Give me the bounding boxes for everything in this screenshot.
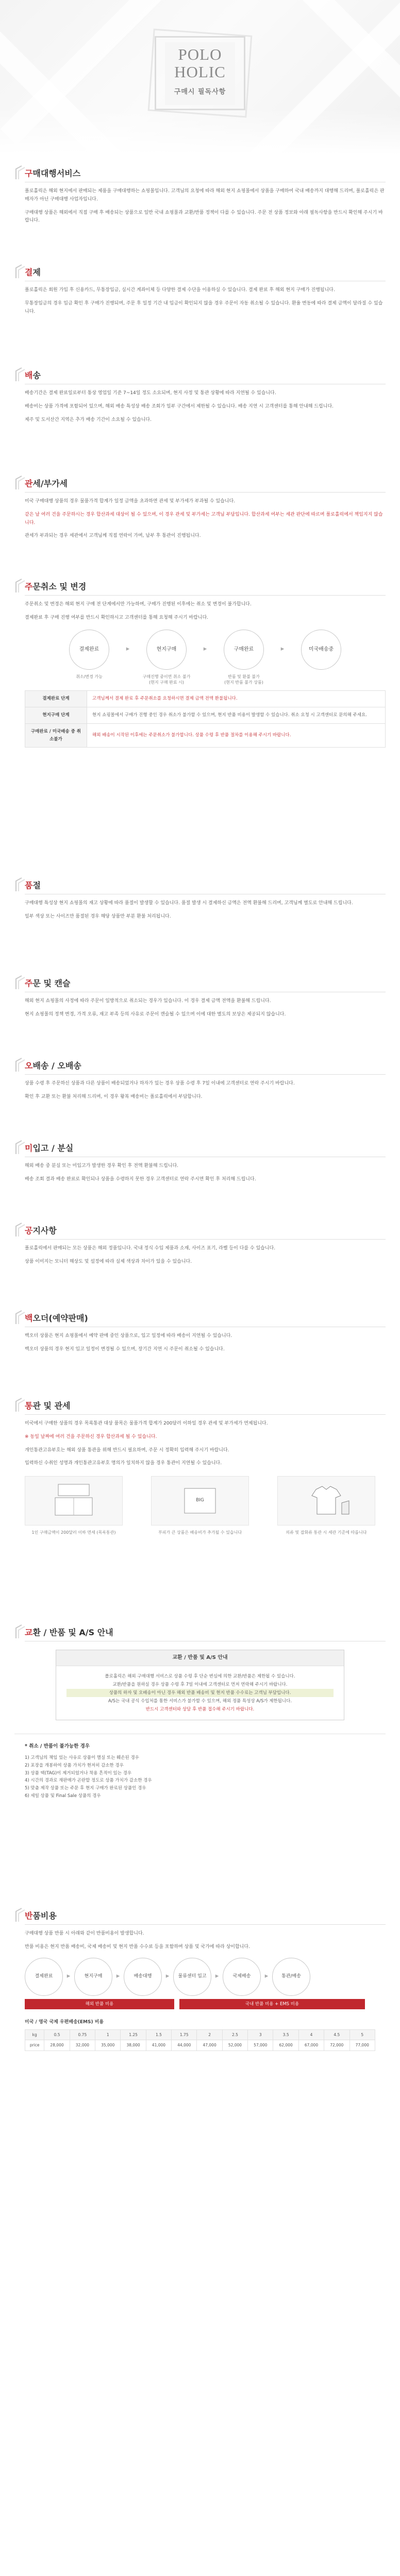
section-heading <box>14 1221 386 1242</box>
chevron-right-icon: ▸ <box>280 645 285 653</box>
flow-step-label: 국제배송 <box>223 1958 261 1996</box>
heading-key: 결 <box>25 267 33 277</box>
table-cell: 1.75 <box>172 2030 197 2040</box>
logo-line1: POLO <box>178 45 222 63</box>
flow-step-label: 현지구매 <box>146 630 187 670</box>
table-row <box>25 690 386 707</box>
illustration-caption: 부피가 큰 상품은 배송비가 추가될 수 있습니다 <box>158 1530 242 1535</box>
paragraph: 해외 배송 중 분실 또는 미입고가 발생한 경우 확인 후 전액 환불해 드립니다. <box>25 1163 179 1168</box>
paragraph: 반품 비용은 현지 반품 배송비, 국제 배송비 및 현지 반품 수수료 등을 포함하며 상품 및 국가에 따라 상이합니다. <box>25 1944 250 1950</box>
illustration <box>151 1476 249 1535</box>
table-row <box>25 707 386 723</box>
heading-text: 관 및 관세 <box>32 1401 71 1411</box>
flow-step-label: 통관/배송 <box>272 1958 310 1996</box>
paragraph: 상품 이미지는 모니터 해상도 및 설정에 따라 실제 색상과 차이가 있을 수 있습니다. <box>25 1259 192 1264</box>
table-cell: 72,000 <box>324 2040 349 2050</box>
cost-bar-domestic: 국내 반품 비용 + EMS 비용 <box>179 1999 365 2009</box>
heading-text: 절 <box>32 880 41 890</box>
box-title: 교환 / 반품 및 A/S 안내 <box>56 1650 344 1666</box>
paragraph: 결제완료 후 구매 진행 여부를 반드시 확인하시고 고객센터를 통해 요청해 주시기 바랍니다. <box>25 615 209 620</box>
paragraph: 미국에서 구매한 상품의 경우 목록통관 대상 품목은 물품가격 합계가 200달러 이하일 경우 관세 및 부가세가 면제됩니다. <box>25 1421 268 1426</box>
section-heading <box>14 474 386 495</box>
paragraph: 무통장입금의 경우 입금 확인 후 구매가 진행되며, 주문 후 일정 기간 내 입금이 확인되지 않을 경우 주문이 자동 취소될 수 있습니다. 환율 변동에 따라 결제 금액이 달라질 수 있습니다. <box>25 300 383 314</box>
table-cell: 0.75 <box>70 2030 95 2040</box>
heading-text: 매대행서비스 <box>32 168 81 178</box>
heading-text: 지사항 <box>32 1226 57 1235</box>
section-exchange <box>14 1623 386 1808</box>
heading-text: 배송 / 오배송 <box>32 1061 81 1071</box>
table-row <box>25 723 386 748</box>
customs-illustrations <box>14 1476 386 1535</box>
chevron-right-icon: ▸ <box>215 1972 219 1980</box>
paragraph: 구매대행 상품은 해외에서 직접 구매 후 배송되는 상품으로 일반 국내 쇼핑몰과 교환/반품 정책이 다를 수 있습니다. 주문 전 상품 정보와 아래 필독사항을 반드시 확인해 주시기 바랍니다. <box>25 210 383 224</box>
section-heading <box>14 577 386 598</box>
chevron-right-icon: ▸ <box>264 1972 269 1980</box>
table-cell: 4.5 <box>324 2030 349 2040</box>
paragraph: 백오더 상품은 현지 쇼핑몰에서 예약 판매 중인 상품으로, 입고 일정에 따라 배송이 지연될 수 있습니다. <box>25 1333 232 1338</box>
table-cell: 5 <box>349 2030 375 2040</box>
order-flow-diagram <box>25 630 386 685</box>
paragraph: 확인 후 교환 또는 환불 처리해 드리며, 이 경우 왕복 배송비는 폴로홀릭에서 부담합니다. <box>25 1094 203 1099</box>
section-heading <box>14 876 386 896</box>
table-cell: 현지 쇼핑몰에서 구매가 진행 중인 경우 취소가 불가할 수 있으며, 현지 반품 비용이 발생할 수 있습니다. 취소 요청 시 고객센터로 문의해 주세요. <box>87 707 386 723</box>
warning-text: 같은 날 여러 건을 주문하시는 경우 합산과세 대상이 될 수 있으며, 이 경우 관세 및 부가세는 고객님 부담입니다. 합산과세 여부는 세관 판단에 따르며 폴로홀릭에서 책임지지 않습니다. <box>25 512 383 526</box>
table-cell: 62,000 <box>273 2040 298 2050</box>
table-cell: 44,000 <box>172 2040 197 2050</box>
flow-step-label: 현지구매 <box>74 1958 112 1996</box>
page-title: 구매시 필독사항 <box>174 88 226 96</box>
chevron-right-icon: ▸ <box>66 1972 71 1980</box>
flow-step-caption: 취소/변경 가능 <box>76 674 103 679</box>
table-cell: 38,000 <box>121 2040 146 2050</box>
illustration-caption: 1인 구매금액이 200달러 이하 면세 (목록통관) <box>31 1530 116 1535</box>
list-item: 6) 세일 상품 및 Final Sale 상품의 경우 <box>25 1793 101 1799</box>
heading-key: 오 <box>25 1061 33 1071</box>
section-shipping <box>14 366 386 429</box>
paragraph: 배송 조회 결과 배송 완료로 확인되나 상품을 수령하지 못한 경우 고객센터로 연락 주시면 확인 후 처리해 드립니다. <box>25 1176 256 1182</box>
return-flow-diagram <box>14 1958 386 1996</box>
section-heading <box>14 1056 386 1077</box>
paragraph: 배송기간은 결제 완료일로부터 통상 영업일 기준 7~14일 정도 소요되며, 현지 사정 및 통관 상황에 따라 지연될 수 있습니다. <box>25 391 276 396</box>
paragraph: 일부 색상 또는 사이즈만 품절된 경우 해당 상품만 부분 환불 처리됩니다. <box>25 913 171 919</box>
flow-step-caption: 반품 및 환불 불가 (현지 반품 불가 상품) <box>224 674 263 685</box>
cost-bar-overseas: 해외 반품 비용 <box>25 1999 174 2009</box>
section-heading <box>14 263 386 283</box>
section-heading <box>14 1396 386 1417</box>
table-cell: 4 <box>298 2030 324 2040</box>
paragraph: 폴로홀릭은 회원 가입 후 신용카드, 무통장입금, 실시간 계좌이체 등 다양한 결제 수단을 이용하실 수 있습니다. 결제 완료 후 해외 현지 구매가 진행됩니다. <box>25 287 335 293</box>
section-notice <box>14 1221 386 1272</box>
section-heading <box>14 974 386 994</box>
table-row <box>25 2030 375 2040</box>
illustration-caption: 의류 및 잡화류 통관 시 세관 기준에 따릅니다 <box>286 1530 367 1535</box>
section-heading <box>14 1623 386 1643</box>
heading-key: 주 <box>25 978 33 988</box>
section-customs <box>14 1396 386 1535</box>
paragraph: 개인통관고유부호는 해외 상품 통관을 위해 반드시 필요하며, 주문 시 정확히 입력해 주시기 바랍니다. <box>25 1447 229 1453</box>
table-cell: 28,000 <box>44 2040 70 2050</box>
box-warning: 반드시 고객센터와 상담 후 반품 접수해 주시기 바랍니다. <box>145 1707 255 1713</box>
heading-key: 구 <box>25 168 33 178</box>
section-purchase <box>14 164 386 230</box>
table-cell: 0.5 <box>44 2030 70 2040</box>
section-order-cancel <box>14 974 386 1024</box>
heading-key: 미 <box>25 1143 33 1153</box>
table-cell: 현지구매 단계 <box>25 707 87 723</box>
table-cell: 2 <box>197 2030 222 2040</box>
exchange-info-box <box>56 1650 344 1720</box>
list-item: 5) 맞춤 제작 상품 또는 주문 후 현지 구매가 완료된 상품인 경우 <box>25 1786 146 1791</box>
table-cell: 52,000 <box>222 2040 247 2050</box>
paragraph: 해외 현지 쇼핑몰의 사정에 따라 주문이 일방적으로 취소되는 경우가 있습니다. 이 경우 결제 금액 전액을 환불해 드립니다. <box>25 998 271 1004</box>
section-missing <box>14 1139 386 1189</box>
clothes-icon <box>295 1480 357 1521</box>
section-cancel <box>14 577 386 748</box>
heading-key: 반 <box>25 1911 33 1921</box>
big-label: BIG <box>196 1498 204 1503</box>
heading-key: 주 <box>25 582 33 591</box>
table-cell: 47,000 <box>197 2040 222 2050</box>
box-line: 교환/반품을 원하실 경우 상품 수령 후 7일 이내에 고객센터로 먼저 연락해 주시기 바랍니다. <box>112 1682 288 1687</box>
section-heading <box>14 164 386 184</box>
heading-text: 문 및 캔슬 <box>32 978 71 988</box>
section-heading <box>14 1309 386 1329</box>
section-payment <box>14 263 386 321</box>
chevron-right-icon: ▸ <box>126 645 130 653</box>
flow-step-label: 구매완료 <box>224 630 264 670</box>
section-heading <box>14 1139 386 1159</box>
logo-line2: HOLIC <box>174 63 226 81</box>
section-heading <box>14 1906 386 1927</box>
table-cell: 3.5 <box>273 2030 298 2040</box>
heading-text: 송 <box>32 370 41 380</box>
table-cell: 1.5 <box>146 2030 171 2040</box>
flow-step <box>213 630 275 685</box>
illustration <box>277 1476 375 1535</box>
flow-step-caption: 구매진행 중이면 취소 불가 (현지 구매 완료 시) <box>142 674 191 685</box>
box-line: 폴로홀릭은 해외 구매대행 서비스로 상품 수령 후 단순 변심에 의한 교환/반품은 제한될 수 있습니다. <box>105 1673 295 1679</box>
heading-key: 배 <box>25 370 33 380</box>
paragraph: 주문취소 및 변경은 해외 현지 구매 전 단계에서만 가능하며, 구매가 진행된 이후에는 취소 및 변경이 불가합니다. <box>25 602 252 607</box>
heading-key: 통 <box>25 1401 33 1411</box>
table-cell: 구매완료 / 미국배송 중 취소불가 <box>25 723 87 748</box>
heading-text: 문취소 및 변경 <box>32 582 87 591</box>
paragraph: 폴로홀릭에서 판매되는 모든 상품은 해외 정품입니다. 국내 정식 수입 제품과 소재, 사이즈 표기, 라벨 등이 다를 수 있습니다. <box>25 1246 276 1251</box>
flow-step <box>290 630 352 674</box>
notes-title: * 취소 / 반품이 불가능한 경우 <box>25 1743 90 1750</box>
section-return-cost <box>14 1906 386 2051</box>
chevron-right-icon: ▸ <box>116 1972 120 1980</box>
package-icon <box>43 1480 105 1521</box>
table-cell: 결제완료 단계 <box>25 690 87 707</box>
table-cell: 77,000 <box>349 2040 375 2050</box>
paragraph: 폴로홀릭은 해외 현지에서 판매되는 제품을 구매대행하는 쇼핑몰입니다. 고객님의 요청에 따라 해외 현지 쇼핑몰에서 상품을 구매하여 국내 배송까지 대행해 드리며, 폴로홀릭은 판매자가 아닌 구매대행 사업자입니다. <box>25 189 385 202</box>
heading-text: 환 / 반품 및 A/S 안내 <box>32 1628 113 1637</box>
heading-text: 오더(예약판매) <box>32 1313 88 1323</box>
cost-bar <box>25 1999 365 2009</box>
table-cell: kg <box>25 2030 44 2040</box>
table-cell: 57,000 <box>248 2040 273 2050</box>
paragraph: 제주 및 도서산간 지역은 추가 배송 기간이 소요될 수 있습니다. <box>25 417 152 422</box>
list-item: 4) 시간의 경과로 재판매가 곤란할 정도로 상품 가치가 감소한 경우 <box>25 1778 152 1784</box>
flow-step-label: 미국배송중 <box>301 630 341 670</box>
list-item: 2) 포장을 개봉하여 상품 가치가 현저히 감소한 경우 <box>25 1762 124 1768</box>
table-cell: 1 <box>95 2030 121 2040</box>
section-tax <box>14 474 386 546</box>
table-cell: 3 <box>248 2030 273 2040</box>
heading-text: 세/부가세 <box>32 479 68 488</box>
table-cell: 41,000 <box>146 2040 171 2050</box>
heading-key: 백 <box>25 1313 33 1323</box>
rates-title: 미국 / 영국 국제 우편배송(EMS) 비용 <box>25 2019 104 2025</box>
table-cell: 2.5 <box>222 2030 247 2040</box>
table-cell: 해외 배송이 시작된 이후에는 주문취소가 불가합니다. 상품 수령 후 반품 절차를 이용해 주시기 바랍니다. <box>87 723 386 748</box>
heading-key: 공 <box>25 1226 33 1235</box>
flow-step-label: 결제완료 <box>25 1958 63 1996</box>
cancel-policy-table <box>25 690 386 748</box>
heading-key: 품 <box>25 880 33 890</box>
flow-step <box>136 630 197 685</box>
section-backorder <box>14 1309 386 1359</box>
paragraph: 배송비는 상품 가격에 포함되어 있으며, 해외 배송 특성상 배송 조회가 일부 구간에서 제한될 수 있습니다. 배송 지연 시 고객센터를 통해 안내해 드립니다. <box>25 403 334 409</box>
paragraph: 백오더 상품의 경우 현지 입고 일정이 변경될 수 있으며, 장기간 지연 시 주문이 취소될 수 있습니다. <box>25 1346 225 1352</box>
exchange-notes <box>14 1734 386 1808</box>
heading-text: 제 <box>32 267 41 277</box>
table-cell: 고객님께서 결제 완료 후 주문취소를 요청하시면 결제 금액 전액 환불됩니다. <box>87 690 386 707</box>
paragraph: 구매대행 특성상 현지 쇼핑몰의 재고 상황에 따라 품절이 발생할 수 있습니다. 품절 발생 시 결제하신 금액은 전액 환불해 드리며, 고객님께 별도로 안내해 드립니다. <box>25 901 353 906</box>
box-line: A/S는 국내 공식 수입처를 통한 서비스가 불가할 수 있으며, 해외 정품 특성상 A/S가 제한됩니다. <box>108 1698 292 1704</box>
table-cell: 67,000 <box>298 2040 324 2050</box>
illustration <box>25 1476 123 1535</box>
flow-step-label: 물류센터 입고 <box>173 1958 211 1996</box>
box-line: 상품의 하자 및 오배송이 아닌 경우 해외 반품 배송비 및 현지 반품 수수료는 고객님 부담입니다. <box>66 1689 334 1697</box>
paragraph: 관세가 부과되는 경우 세관에서 고객님께 직접 연락이 가며, 납부 후 통관이 진행됩니다. <box>25 533 201 539</box>
section-soldout <box>14 876 386 926</box>
flow-step <box>58 630 120 680</box>
flow-step-label: 결제완료 <box>69 630 109 670</box>
chevron-right-icon: ▸ <box>165 1972 170 1980</box>
list-item: 1) 고객님의 책임 있는 사유로 상품이 멸실 또는 훼손된 경우 <box>25 1755 139 1760</box>
paragraph: 구매대행 상품 반품 시 아래와 같이 반품비용이 발생합니다. <box>25 1931 144 1936</box>
table-cell: 1.25 <box>121 2030 146 2040</box>
warning-text: ※ 동일 날짜에 여러 건을 주문하신 경우 합산과세 될 수 있습니다. <box>25 1434 157 1439</box>
heading-key: 관 <box>25 479 33 488</box>
paragraph: 입력하신 수취인 성명과 개인통관고유부호 명의가 일치하지 않을 경우 통관이 지연될 수 있습니다. <box>25 1461 222 1466</box>
heading-text: 입고 / 분실 <box>32 1143 74 1153</box>
table-cell: 32,000 <box>70 2040 95 2050</box>
paragraph: 미국 구매대행 상품의 경우 물품가격 합계가 일정 금액을 초과하면 관세 및 부가세가 부과될 수 있습니다. <box>25 499 236 504</box>
section-misdelivery <box>14 1056 386 1107</box>
section-heading <box>14 366 386 386</box>
paragraph: 상품 수령 후 주문하신 상품과 다른 상품이 배송되었거나 하자가 있는 경우 상품 수령 후 7일 이내에 고객센터로 연락 주시기 바랍니다. <box>25 1081 295 1086</box>
ems-rate-table <box>25 2029 375 2050</box>
heading-key: 교 <box>25 1628 33 1637</box>
flow-step-label: 배송대행 <box>124 1958 162 1996</box>
heading-text: 품비용 <box>32 1911 57 1921</box>
table-cell: price <box>25 2040 44 2050</box>
table-cell: 35,000 <box>95 2040 121 2050</box>
list-item: 3) 상품 택(TAG)이 제거되었거나 착용 흔적이 있는 경우 <box>25 1770 132 1776</box>
brand-logo <box>151 32 249 114</box>
hero-banner <box>0 0 400 155</box>
paragraph: 현지 쇼핑몰의 정책 변경, 가격 오류, 재고 부족 등의 사유로 주문이 캔슬될 수 있으며 이에 대한 별도의 보상은 제공되지 않습니다. <box>25 1011 286 1017</box>
chevron-right-icon: ▸ <box>203 645 207 653</box>
table-row <box>25 2040 375 2050</box>
